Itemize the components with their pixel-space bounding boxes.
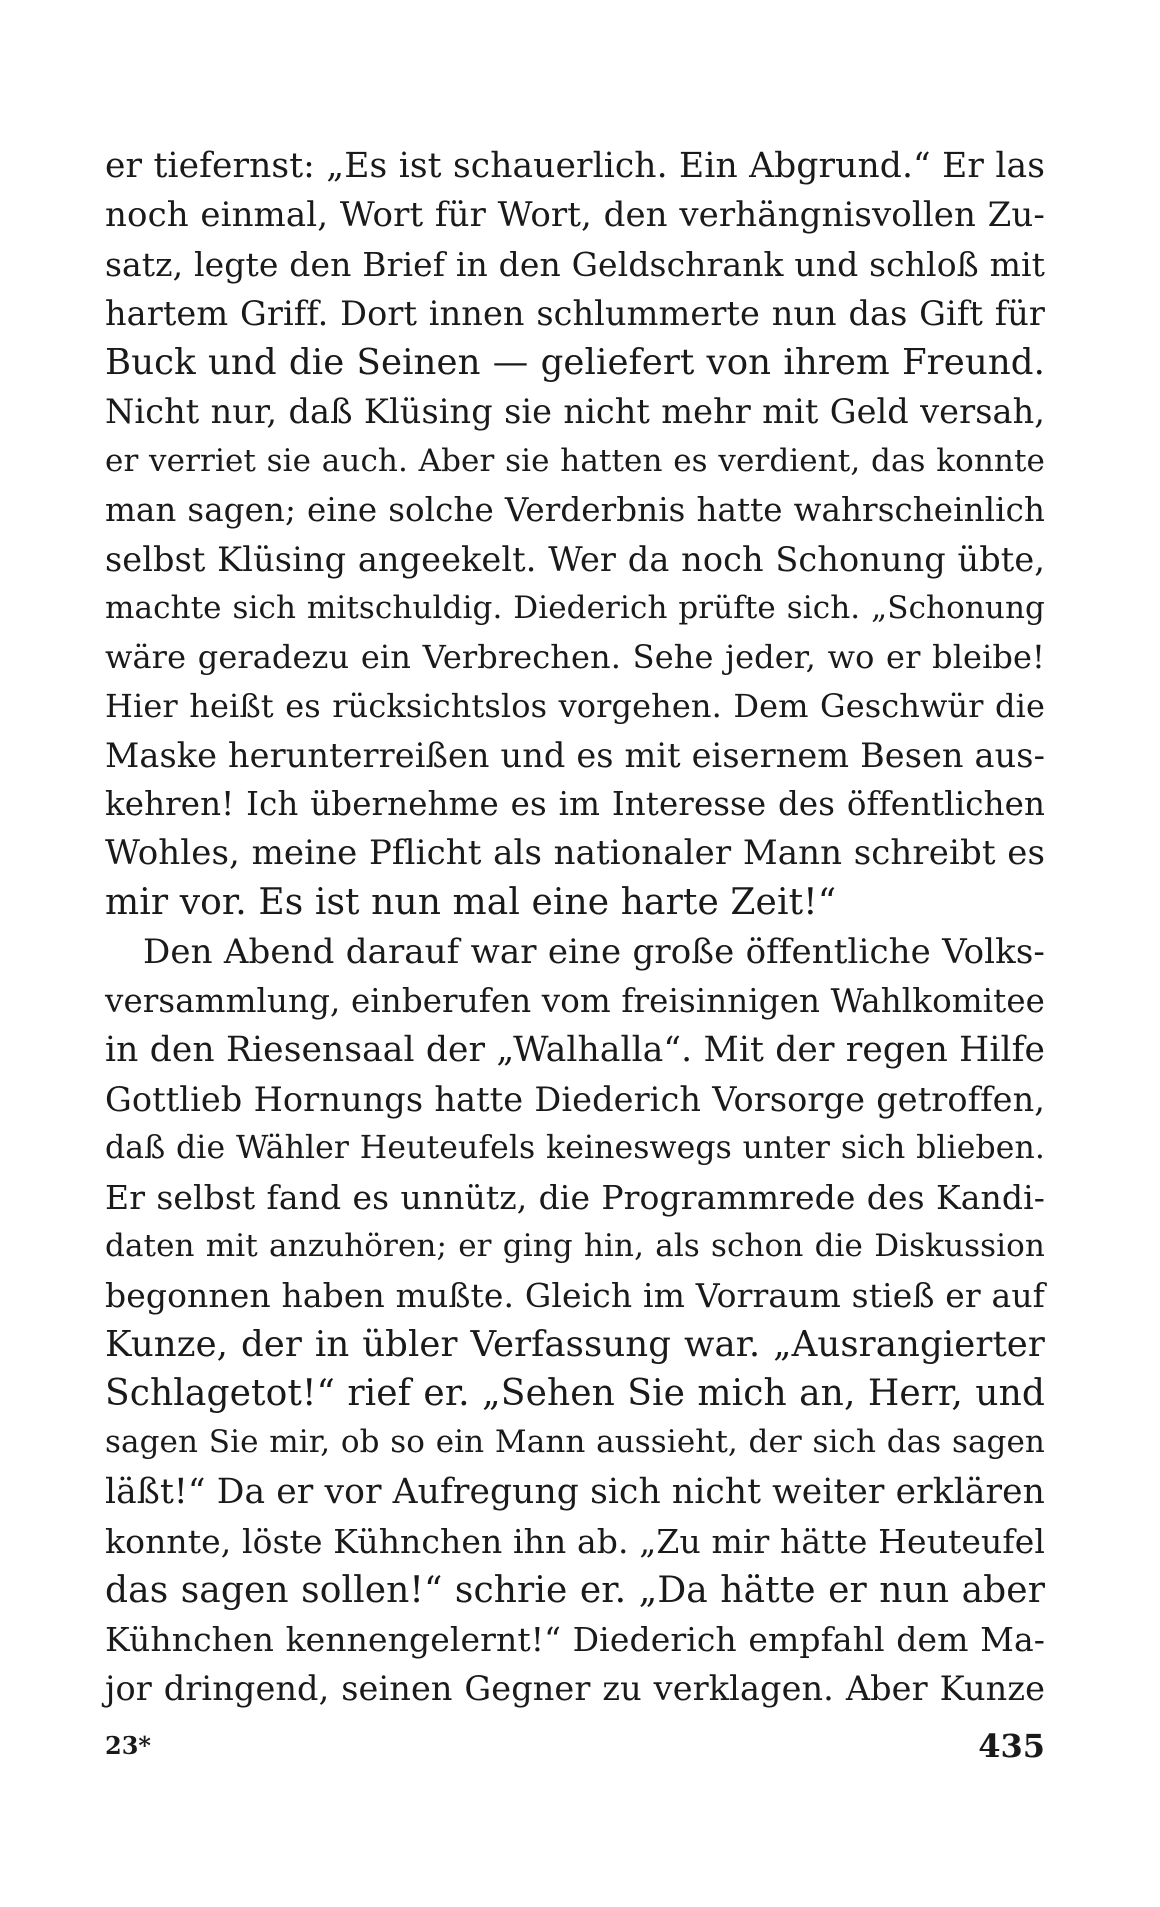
text-line: Buck und die Seinen — geliefert von ihrem Freund. — [105, 342, 1045, 384]
text-line: das sagen sollen!“ schrie er. „Da hätte er nun aber — [105, 1569, 1045, 1611]
text-line: Schlagetot!“ rief er. „Sehen Sie mich an, Herr, und — [105, 1373, 1045, 1415]
text-line: versammlung, einberufen vom freisinnigen Wahlkomitee — [105, 981, 1045, 1020]
text-line: läßt!“ Da er vor Aufregung sich nicht weiter erklären — [105, 1471, 1045, 1512]
text-line: machte sich mitschuldig. Diederich prüfte sich. „Schonung — [105, 589, 1045, 626]
text-line: man sagen; eine solche Verderbnis hatte wahrscheinlich — [105, 490, 1045, 529]
text-line: mir vor. Es ist nun mal eine harte Zeit!“ — [105, 882, 837, 924]
paragraph-2 — [105, 928, 1045, 1714]
text-line: er tiefernst: „Es ist schauerlich. Ein Abgrund.“ Er las — [105, 146, 1045, 186]
text-line: satz, legte den Brief in den Geldschrank und schloß mit — [105, 245, 1045, 285]
text-line: Den Abend darauf war eine große öffentliche Volks- — [143, 931, 1045, 972]
text-line: Kühnchen kennengelernt!“ Diederich empfahl dem Ma- — [105, 1619, 1045, 1659]
text-line: selbst Klüsing angeekelt. Wer da noch Schonung übte, — [105, 539, 1045, 579]
paragraph-1 — [105, 142, 1045, 928]
text-line: kehren! Ich übernehme es im Interesse des öffentlichen — [105, 785, 1045, 824]
text-line: in den Riesensaal der „Walhalla“. Mit der regen Hilfe — [105, 1029, 1045, 1070]
text-line: Wohles, meine Pflicht als nationaler Mann schreibt es — [105, 833, 1045, 874]
text-line: Nicht nur, daß Klüsing sie nicht mehr mit Geld versah, — [105, 392, 1045, 432]
body-text — [105, 142, 1045, 1713]
text-line: Er selbst fand es unnütz, die Programmrede des Kandi- — [105, 1177, 1045, 1217]
text-line: sagen Sie mir, ob so ein Mann aussieht, der sich das sagen — [105, 1424, 1045, 1461]
text-line: daß die Wähler Heuteufels keineswegs unter sich blieben. — [105, 1129, 1045, 1166]
text-line: er verriet sie auch. Aber sie hatten es verdient, das konnte — [105, 442, 1045, 479]
text-line: noch einmal, Wort für Wort, den verhängnisvollen Zu- — [105, 195, 1045, 236]
text-line: wäre geradezu ein Verbrechen. Sehe jeder, wo er bleibe! — [105, 637, 1045, 676]
text-line: Kunze, der in übler Verfassung war. „Ausrangierter — [105, 1324, 1045, 1366]
text-line: konnte, löste Kühnchen ihn ab. „Zu mir hätte Heuteufel — [105, 1521, 1045, 1561]
text-line: Maske herunterreißen und es mit eisernem Besen aus- — [105, 736, 1045, 776]
text-line: Gottlieb Hornungs hatte Diederich Vorsorge getroffen, — [105, 1079, 1045, 1119]
text-line: jor dringend, seinen Gegner zu verklagen. Aber Kunze — [105, 1668, 1045, 1708]
text-line: daten mit anzuhören; er ging hin, als schon die Diskussion — [105, 1228, 1045, 1265]
text-line: hartem Griff. Dort innen schlummerte nun das Gift für — [105, 294, 1045, 334]
text-line: Hier heißt es rücksichtslos vorgehen. Dem Geschwür die — [105, 687, 1045, 726]
signature-mark: 23* — [105, 1731, 151, 1760]
page-number: 435 — [978, 1727, 1045, 1765]
text-line: begonnen haben mußte. Gleich im Vorraum stieß er auf — [105, 1276, 1045, 1316]
page-footer — [105, 1727, 1045, 1767]
